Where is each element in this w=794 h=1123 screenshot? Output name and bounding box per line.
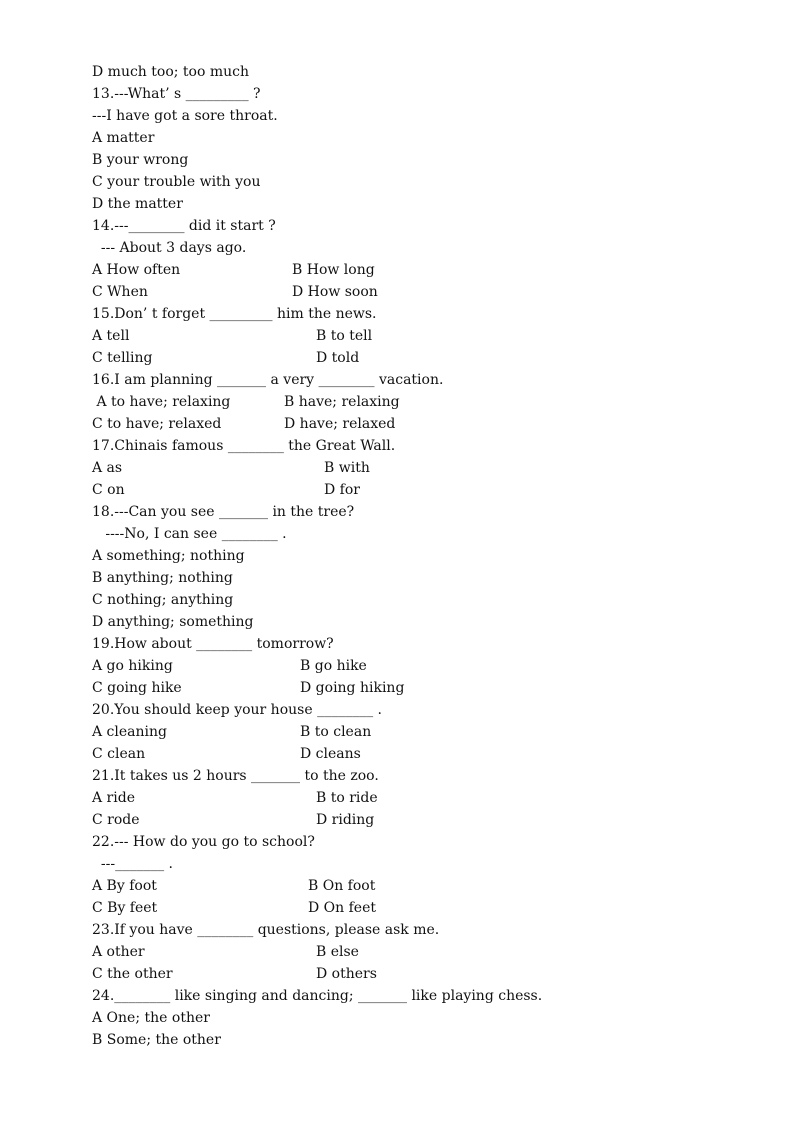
option-row bbox=[92, 347, 360, 369]
line-text: A By foot bbox=[92, 878, 157, 894]
line-text: A tell bbox=[92, 328, 130, 344]
line-text: C your trouble with you bbox=[92, 174, 261, 190]
option-text: B go hike bbox=[300, 658, 367, 674]
line-text: A One; the other bbox=[92, 1010, 210, 1026]
line-text: 14.---________ did it start ? bbox=[92, 218, 276, 234]
text-line bbox=[92, 985, 542, 1007]
text-line bbox=[92, 83, 261, 105]
text-line bbox=[92, 589, 233, 611]
line-text: 18.---Can you see _______ in the tree? bbox=[92, 504, 355, 520]
line-text: 17.Chinais famous ________ the Great Wall. bbox=[92, 438, 396, 454]
text-line bbox=[92, 1007, 210, 1029]
text-line bbox=[92, 237, 246, 259]
option-row bbox=[92, 655, 367, 677]
line-text: C rode bbox=[92, 812, 140, 828]
line-text: D the matter bbox=[92, 196, 183, 212]
text-line bbox=[92, 699, 382, 721]
line-text: 20.You should keep your house ________ . bbox=[92, 702, 382, 718]
text-line bbox=[92, 193, 183, 215]
option-text: D On feet bbox=[308, 900, 376, 916]
line-text: C nothing; anything bbox=[92, 592, 234, 608]
text-line bbox=[92, 215, 276, 237]
line-text: C When bbox=[92, 284, 148, 300]
option-text: B On foot bbox=[308, 878, 376, 894]
line-text: C telling bbox=[92, 350, 153, 366]
text-line bbox=[92, 61, 249, 83]
line-text: ---I have got a sore throat. bbox=[92, 108, 278, 124]
option-row bbox=[92, 941, 359, 963]
line-text: C going hike bbox=[92, 680, 182, 696]
line-text: A something; nothing bbox=[92, 548, 245, 564]
line-text: D anything; something bbox=[92, 614, 254, 630]
line-text: 15.Don’ t forget _________ him the news. bbox=[92, 306, 377, 322]
option-text: B have; relaxing bbox=[284, 394, 400, 410]
line-text: C on bbox=[92, 482, 125, 498]
option-text: B to clean bbox=[300, 724, 372, 740]
line-text: C the other bbox=[92, 966, 173, 982]
line-text: 13.---What’ s _________ ? bbox=[92, 86, 261, 102]
option-row bbox=[92, 787, 378, 809]
line-text: A ride bbox=[92, 790, 135, 806]
text-line bbox=[92, 919, 439, 941]
text-line bbox=[92, 831, 315, 853]
option-row bbox=[92, 479, 360, 501]
line-text: B anything; nothing bbox=[92, 570, 233, 586]
option-row bbox=[92, 875, 376, 897]
option-text: B else bbox=[316, 944, 359, 960]
text-line bbox=[92, 369, 443, 391]
line-text: A go hiking bbox=[92, 658, 173, 674]
text-line bbox=[92, 127, 154, 149]
line-text: 24.________ like singing and dancing; _______ like playing chess. bbox=[92, 988, 543, 1004]
option-text: D for bbox=[324, 482, 360, 498]
option-text: B How long bbox=[292, 262, 375, 278]
option-row bbox=[92, 963, 377, 985]
text-line bbox=[92, 105, 278, 127]
text-line bbox=[92, 567, 233, 589]
option-row bbox=[92, 413, 396, 435]
line-text: C to have; relaxed bbox=[92, 416, 222, 432]
text-line bbox=[92, 501, 354, 523]
option-row bbox=[92, 677, 405, 699]
text-line bbox=[92, 523, 287, 545]
line-text: 23.If you have ________ questions, please ask me. bbox=[92, 922, 440, 938]
option-text: D told bbox=[316, 350, 360, 366]
option-row bbox=[92, 809, 375, 831]
line-text: A How often bbox=[92, 262, 181, 278]
option-text: D cleans bbox=[300, 746, 361, 762]
line-text: A as bbox=[92, 460, 123, 476]
text-line bbox=[92, 611, 254, 633]
option-text: B to ride bbox=[316, 790, 378, 806]
option-row bbox=[92, 743, 361, 765]
option-row bbox=[92, 391, 400, 413]
line-text: 16.I am planning _______ a very ________ vacation. bbox=[92, 372, 444, 388]
option-row bbox=[92, 259, 375, 281]
text-line bbox=[92, 633, 334, 655]
text-line bbox=[92, 435, 395, 457]
text-line bbox=[92, 303, 377, 325]
option-text: B to tell bbox=[316, 328, 373, 344]
text-line bbox=[92, 1029, 221, 1051]
option-text: D others bbox=[316, 966, 377, 982]
text-line bbox=[92, 171, 261, 193]
line-text: 19.How about ________ tomorrow? bbox=[92, 636, 334, 652]
line-text: B your wrong bbox=[92, 152, 189, 168]
line-text: C clean bbox=[92, 746, 146, 762]
line-text: 21.It takes us 2 hours _______ to the zoo. bbox=[92, 768, 379, 784]
line-text: A to have; relaxing bbox=[92, 394, 231, 410]
option-row bbox=[92, 325, 373, 347]
line-text: D much too; too much bbox=[92, 64, 250, 80]
line-text: C By feet bbox=[92, 900, 158, 916]
line-text: ---_______ . bbox=[92, 856, 173, 872]
line-text: --- About 3 days ago. bbox=[92, 240, 247, 256]
line-text: A cleaning bbox=[92, 724, 167, 740]
option-text: D have; relaxed bbox=[284, 416, 396, 432]
line-text: A matter bbox=[92, 130, 155, 146]
option-row bbox=[92, 457, 370, 479]
line-text: 22.--- How do you go to school? bbox=[92, 834, 315, 850]
option-row bbox=[92, 897, 376, 919]
text-line bbox=[92, 545, 245, 567]
line-text: ----No, I can see ________ . bbox=[92, 526, 287, 542]
option-row bbox=[92, 721, 372, 743]
option-text: D How soon bbox=[292, 284, 378, 300]
line-text: B Some; the other bbox=[92, 1032, 221, 1048]
option-row bbox=[92, 281, 378, 303]
option-text: D going hiking bbox=[300, 680, 405, 696]
text-line bbox=[92, 765, 379, 787]
line-text: A other bbox=[92, 944, 145, 960]
option-text: D riding bbox=[316, 812, 375, 828]
text-line bbox=[92, 853, 173, 875]
option-text: B with bbox=[324, 460, 370, 476]
text-line bbox=[92, 149, 188, 171]
